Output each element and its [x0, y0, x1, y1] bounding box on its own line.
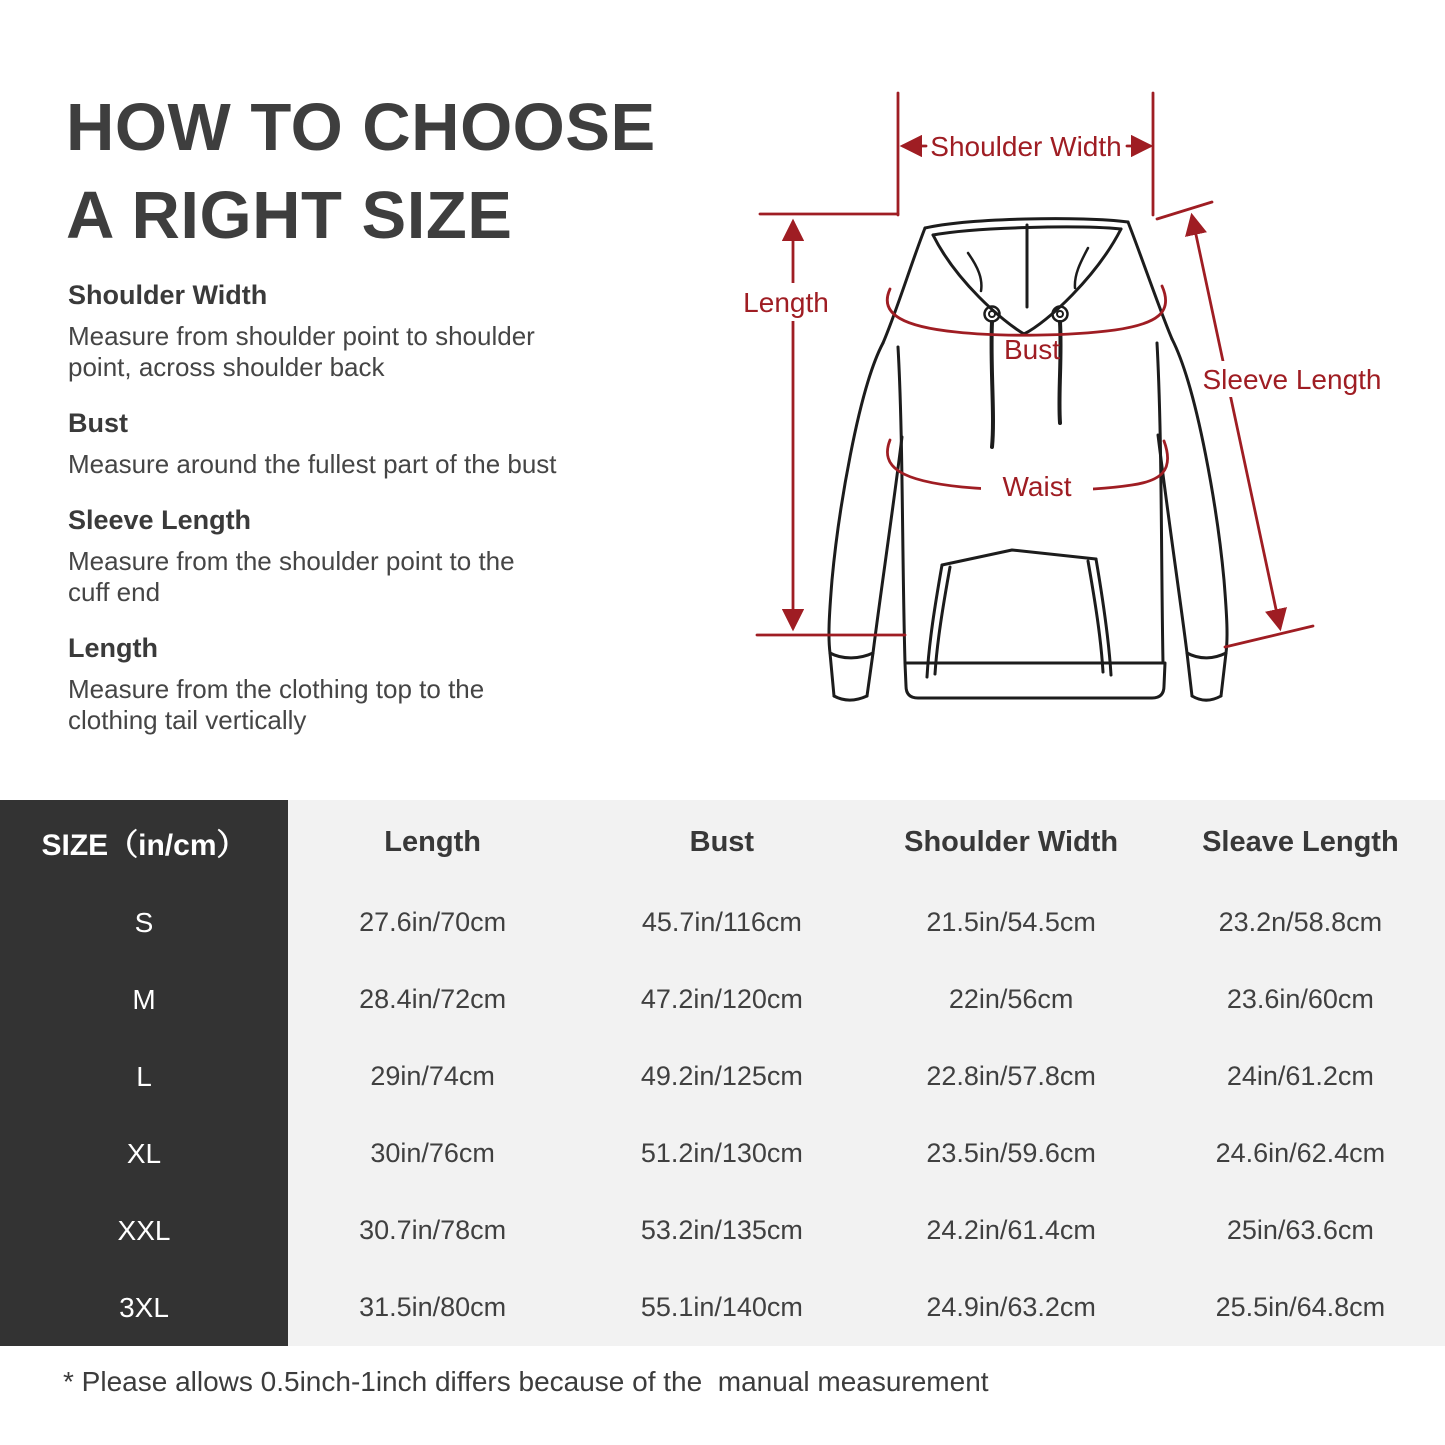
- cell-bust: 45.7in/116cm: [641, 907, 802, 937]
- definition-term-length: Length: [68, 633, 158, 663]
- size-row-label: L: [136, 1060, 152, 1092]
- sleeve-tick-bottom: [1225, 626, 1313, 647]
- cell-shoulder-width: 24.2in/61.4cm: [926, 1215, 1096, 1245]
- definition-desc-shoulder-width: Measure from shoulder point to shoulder point, across shoulder back: [68, 321, 535, 382]
- cell-length: 31.5in/80cm: [359, 1292, 507, 1322]
- size-table-grid: [0, 800, 1445, 1346]
- hoodie-diagram-svg: [740, 85, 1440, 765]
- size-row-label: 3XL: [119, 1291, 169, 1323]
- cell-bust: 51.2in/130cm: [640, 1138, 803, 1168]
- definition-term-bust: Bust: [68, 408, 128, 438]
- cell-shoulder-width: 21.5in/54.5cm: [926, 907, 1096, 937]
- measurement-disclaimer: * Please allows 0.5inch-1inch differs because of the manual measurement: [63, 1366, 989, 1397]
- sleeve-length-label: Sleeve Length: [1202, 364, 1382, 395]
- sleeve-length-arrow: [1192, 216, 1280, 628]
- title-line-2: A RIGHT SIZE: [66, 178, 513, 253]
- column-header-bust: Bust: [689, 825, 755, 858]
- cell-bust: 53.2in/135cm: [640, 1215, 803, 1245]
- cell-sleeve-length: 23.2n/58.8cm: [1218, 907, 1383, 937]
- cell-shoulder-width: 23.5in/59.6cm: [926, 1138, 1096, 1168]
- cell-sleeve-length: 23.6in/60cm: [1226, 984, 1374, 1014]
- definition-term-sleeve-length: Sleeve Length: [68, 505, 252, 535]
- column-header-sleave-length: Sleave Length: [1202, 825, 1399, 858]
- size-row-label: M: [132, 983, 156, 1015]
- size-row-label: XL: [126, 1137, 162, 1169]
- cell-length: 30.7in/78cm: [359, 1215, 507, 1245]
- column-header-length: Length: [384, 825, 481, 858]
- definition-desc-bust: Measure around the fullest part of the bust: [68, 449, 557, 479]
- size-row-label: S: [134, 906, 154, 938]
- shoulder-width-label: Shoulder Width: [930, 131, 1122, 162]
- size-row-label: XXL: [117, 1214, 171, 1246]
- definition-desc-length: Measure from the clothing top to the clothing tail vertically: [68, 674, 485, 735]
- cell-length: 30in/76cm: [370, 1138, 495, 1168]
- cell-bust: 49.2in/125cm: [640, 1061, 803, 1091]
- cell-sleeve-length: 24in/61.2cm: [1226, 1061, 1374, 1091]
- cell-sleeve-length: 25.5in/64.8cm: [1215, 1292, 1386, 1322]
- cell-length: 27.6in/70cm: [359, 907, 507, 937]
- hoodie-measurement-diagram: [740, 85, 1440, 765]
- measurement-definitions: [68, 280, 628, 761]
- cell-bust: 55.1in/140cm: [640, 1292, 803, 1322]
- cell-shoulder-width: 22.8in/57.8cm: [926, 1061, 1096, 1091]
- definition-term-shoulder-width: Shoulder Width: [68, 280, 268, 310]
- size-table: [0, 800, 1445, 1346]
- sleeve-tick-top: [1157, 202, 1212, 219]
- length-label: Length: [743, 287, 829, 318]
- cell-shoulder-width: 24.9in/63.2cm: [926, 1292, 1096, 1322]
- cell-sleeve-length: 25in/63.6cm: [1226, 1215, 1374, 1245]
- definition-desc-sleeve-length: Measure from the shoulder point to the cuff end: [68, 546, 515, 607]
- cell-length: 28.4in/72cm: [359, 984, 507, 1014]
- size-column-header: SIZE（in/cm）: [41, 829, 247, 862]
- cell-length: 29in/74cm: [370, 1061, 495, 1091]
- cell-shoulder-width: 22in/56cm: [948, 984, 1074, 1014]
- waist-label: Waist: [1002, 471, 1072, 502]
- bust-label: Bust: [1003, 334, 1061, 365]
- page-title: [66, 84, 656, 260]
- title-line-1: HOW TO CHOOSE: [66, 90, 656, 165]
- cell-bust: 47.2in/120cm: [640, 984, 803, 1014]
- column-header-shoulder-width: Shoulder Width: [904, 825, 1119, 858]
- cell-sleeve-length: 24.6in/62.4cm: [1215, 1138, 1386, 1168]
